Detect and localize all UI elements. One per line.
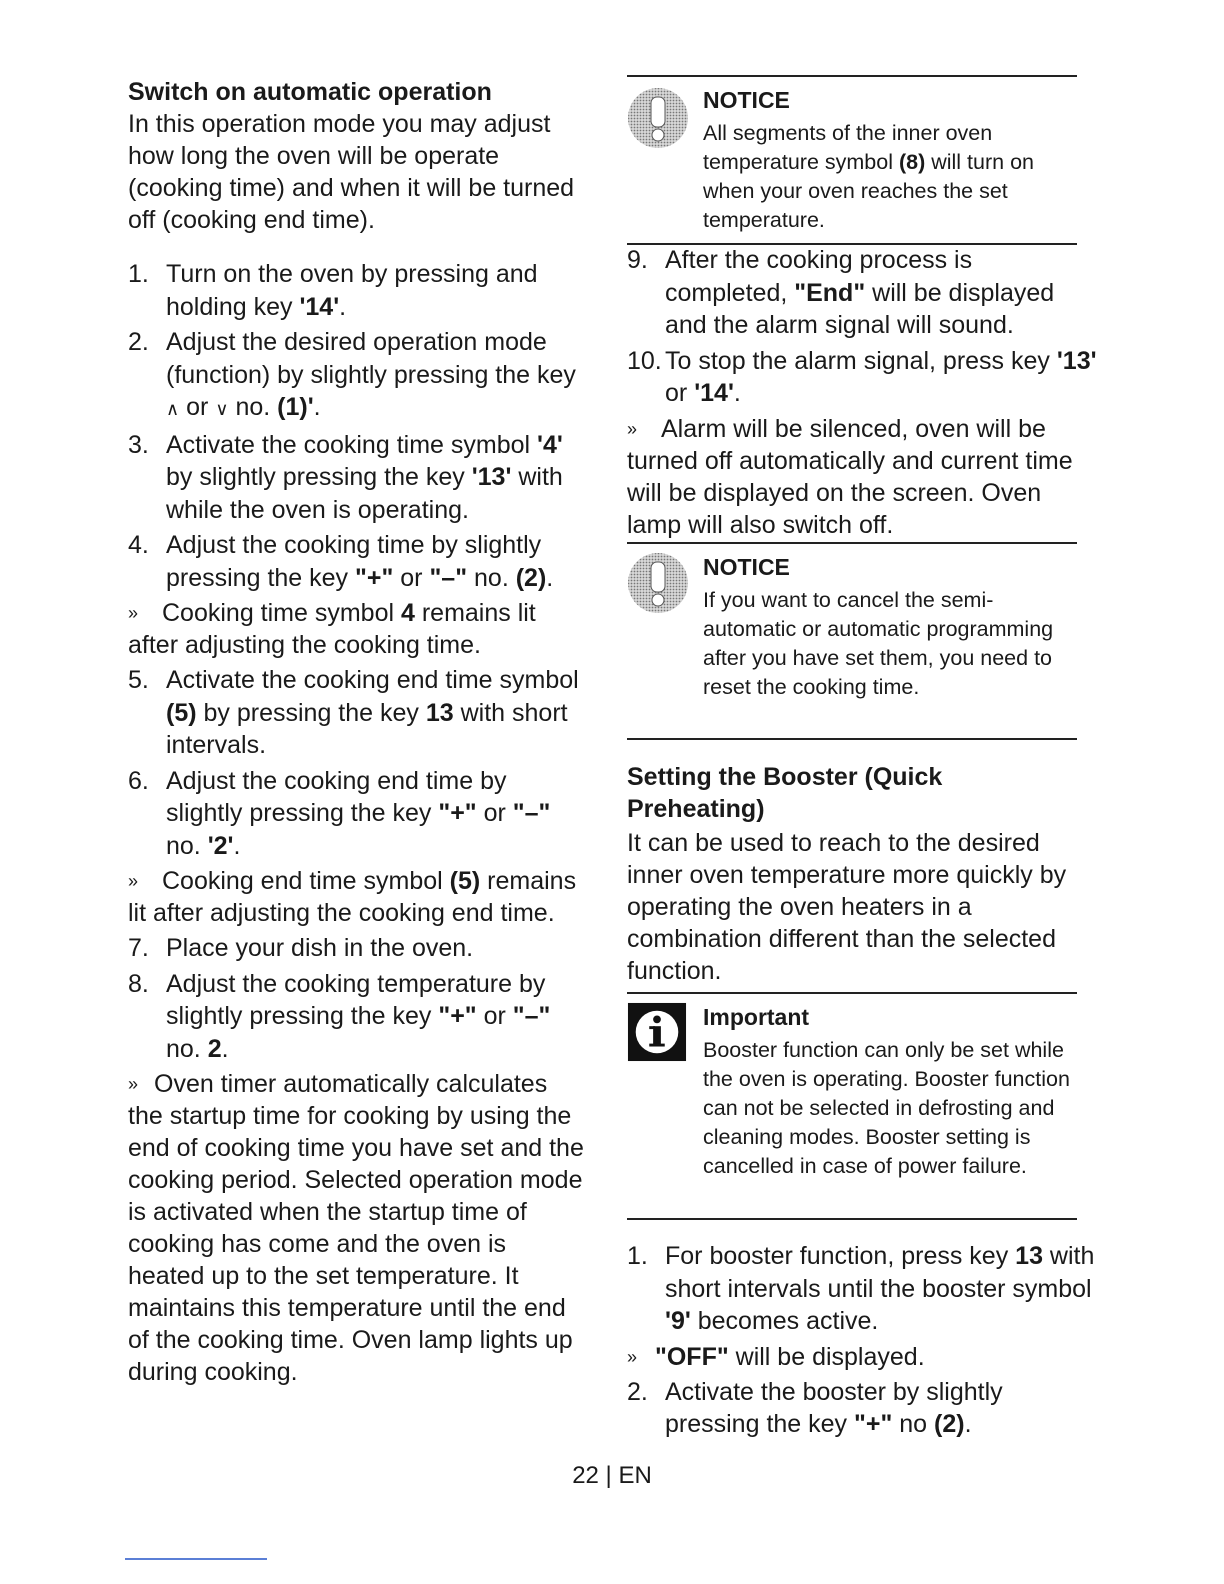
result-note: » Cooking time symbol 4 remains lit after adjusting the cooking time. [128, 599, 536, 659]
info-icon [627, 1002, 687, 1062]
intro-paragraph: In this operation mode you may adjust how long the oven will be operate (cooking time) and when it will be turned off (cooking end time). [128, 110, 575, 234]
notice-title: NOTICE [703, 87, 790, 113]
result-note: » Cooking end time symbol (5) remains lit after adjusting the cooking end time. [128, 867, 577, 927]
right-column-steps [627, 244, 1097, 541]
list-item: 8. Adjust the cooking temperature by slightly pressing the key "+" or "–" no. 2. [128, 969, 551, 1063]
booster-intro: It can be used to reach to the desired inner oven temperature more quickly by operating the oven heaters in a combination different than the selected function. [627, 829, 1067, 985]
chevron-right-icon: » [128, 871, 139, 891]
chevron-right-icon: » [128, 603, 139, 623]
notice-text: If you want to cancel the semi-automatic or automatic programming after you have set them, you need to reset the cooking time. [703, 588, 1054, 699]
list-item: 5. Activate the cooking end time symbol (5) by pressing the key 13 with short intervals. [128, 666, 579, 759]
list-item: 6. Adjust the cooking end time by slightly pressing the key "+" or "–" no. '2'. [128, 766, 551, 860]
chevron-down-icon: ∨ [215, 399, 229, 419]
section-heading-booster: Setting the Booster (Quick Preheating) [627, 763, 943, 823]
list-item: 2. Adjust the desired operation mode (function) by slightly pressing the key ∧ or ∨ no. (1)'. [128, 328, 576, 421]
booster-section [627, 761, 1097, 987]
list-item: 1. For booster function, press key 13 with short intervals until the booster symbol '9' becomes active. [627, 1242, 1095, 1335]
list-item: 9. After the cooking process is completed, "End" will be displayed and the alarm signal will sound. [627, 246, 1055, 339]
notice-text: All segments of the inner oven temperature symbol (8) will turn on when your oven reaches the set temperature. [703, 121, 1034, 232]
footer-divider [125, 1558, 267, 1560]
warning-icon [627, 552, 689, 614]
page-number: 22 | EN [572, 1462, 652, 1489]
list-item: 2. Activate the booster by slightly pressing the key "+" no (2). [627, 1377, 1003, 1438]
important-text: Booster function can only be set while the oven is operating. Booster function can not be selected in defrosting and cleaning modes. Booster setting is cancelled in case of power failure. [703, 1038, 1070, 1178]
result-note: » Alarm will be silenced, oven will be turned off automatically and current time will be displayed on the screen. Oven lamp will also switch off. [627, 414, 1073, 539]
list-item: 4. Adjust the cooking time by slightly pressing the key "+" or "–" no. (2). [128, 531, 554, 592]
result-note: » "OFF" will be displayed. [627, 1342, 925, 1371]
result-note: » Oven timer automatically calculates the startup time for cooking by using the end of cooking time you have set and the cooking period. Selected operation mode is activated when the startup time of cooking has come and the oven is heated up to the set temperature. It maintains this temperature until the end of the cooking time. Oven lamp lights up during cooking. [128, 1070, 584, 1386]
notice-title: NOTICE [703, 554, 790, 580]
section-heading-automatic: Switch on automatic operation [128, 78, 492, 106]
important-title: Important [703, 1004, 810, 1030]
notice-box [627, 75, 1077, 245]
warning-icon [627, 87, 689, 149]
chevron-right-icon: » [627, 1346, 638, 1367]
chevron-right-icon: » [627, 418, 638, 439]
chevron-up-icon: ∧ [166, 399, 180, 419]
booster-steps [627, 1240, 1097, 1441]
list-item: 7. Place your dish in the oven. [128, 934, 474, 962]
notice-box [627, 542, 1077, 740]
chevron-right-icon: » [128, 1074, 139, 1094]
list-item: 1. Turn on the oven by pressing and holding key '14'. [128, 260, 538, 321]
list-item: 10. To stop the alarm signal, press key '13' or '14'. [627, 346, 1097, 407]
important-box [627, 992, 1077, 1220]
list-item: 3. Activate the cooking time symbol '4' by slightly pressing the key '13' with while the oven is operating. [128, 430, 563, 524]
